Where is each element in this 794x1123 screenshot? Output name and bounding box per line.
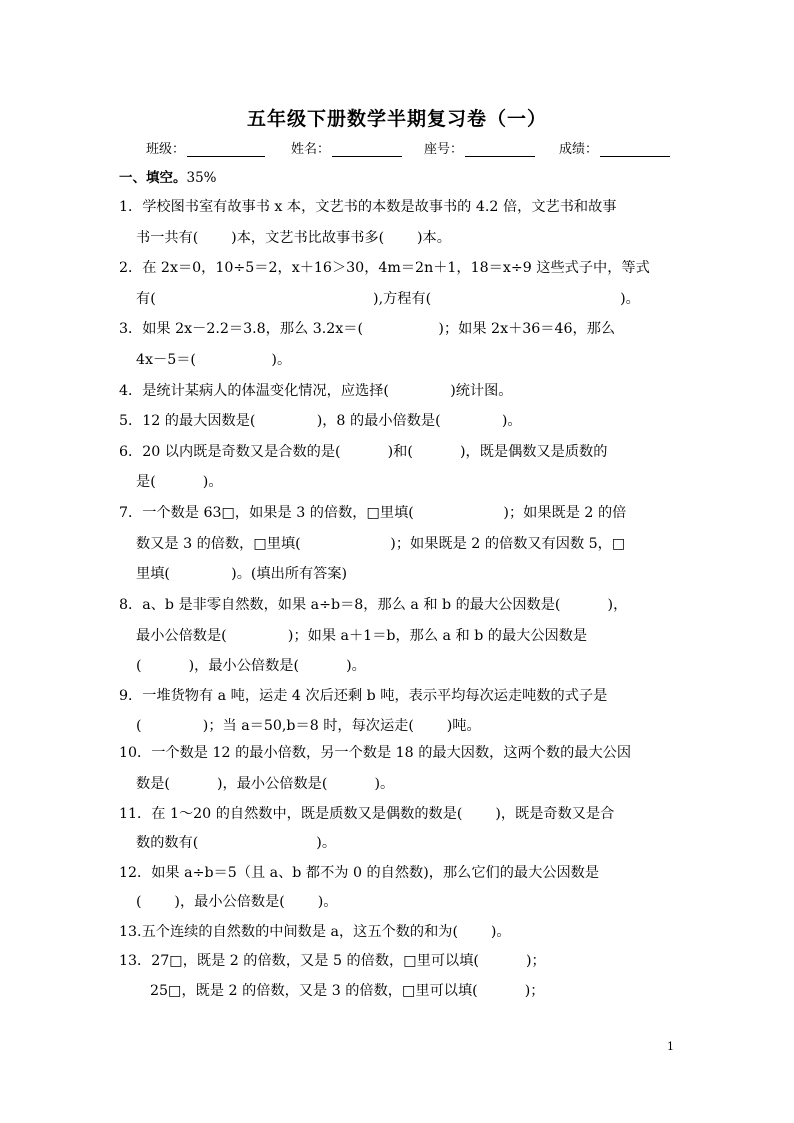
- question-line: 12．如果 a÷b＝5（且 a、b 都不为 0 的自然数)，那么它们的最大公因数是: [119, 865, 600, 881]
- class-label: 班级：: [146, 142, 186, 157]
- question-line: 书一共有( )本，文艺书比故事书多( )本。: [136, 230, 451, 246]
- section-1-points: 35%: [186, 170, 217, 186]
- question-line: 13.五个连续的自然数的中间数是 a，这五个数的和为( )。: [119, 924, 511, 940]
- question-line: 数是( )，最小公倍数是( )。: [136, 776, 395, 792]
- question-line: 4x－5＝( )。: [136, 352, 292, 368]
- question-line: 8．a、b 是非零自然数，如果 a÷b＝8，那么 a 和 b 的最大公因数是( )，: [119, 597, 628, 613]
- question-line: 4．是统计某病人的体温变化情况，应选择( )统计图。: [119, 383, 513, 399]
- seat-label: 座号：: [424, 142, 464, 157]
- question-line: ( )，最小公倍数是( )。: [136, 894, 338, 910]
- question-line: 11．在 1～20 的自然数中，既是质数又是偶数的数是( )，既是奇数又是合: [119, 806, 615, 822]
- question-line: ( )；当 a＝50,b＝8 时，每次运走( )吨。: [136, 718, 481, 734]
- question-line: 数又是 3 的倍数，□里填( )；如果既是 2 的倍数又有因数 5，□: [136, 536, 626, 552]
- question-line: ( )，最小公倍数是( )。: [136, 658, 366, 674]
- name-label: 姓名：: [291, 142, 331, 157]
- question-line: 是( )。: [136, 474, 223, 490]
- question-line: 有( ),方程有( )。: [136, 291, 640, 307]
- question-line: 最小公倍数是( )；如果 a＋1＝b，那么 a 和 b 的最大公因数是: [136, 628, 588, 644]
- question-line: 3．如果 2x－2.2＝3.8，那么 3.2x＝( )；如果 2x＋36＝46，那么: [119, 321, 616, 337]
- question-line: 2．在 2x＝0，10÷5＝2，x＋16＞30，4m＝2n＋1，18＝x÷9 这些式子中，等式: [119, 260, 650, 276]
- page-title: 五年级下册数学半期复习卷（一）: [246, 108, 547, 130]
- page-number: 1: [667, 1040, 674, 1053]
- score-label: 成绩：: [559, 142, 599, 157]
- question-line: 13．27□，既是 2 的倍数，又是 5 的倍数，□里可以填( )；: [119, 953, 546, 969]
- question-line: 数的数有( )。: [136, 835, 337, 851]
- question-line: 6．20 以内既是奇数又是合数的是( )和( )，既是偶数又是质数的: [119, 444, 608, 460]
- question-line: 25□，既是 2 的倍数，又是 3 的倍数，□里可以填( )；: [150, 983, 545, 999]
- question-line: 里填( )。(填出所有答案): [136, 566, 348, 582]
- question-line: 1．学校图书室有故事书 x 本，文艺书的本数是故事书的 4.2 倍，文艺书和故事: [119, 199, 617, 215]
- question-line: 9．一堆货物有 a 吨，运走 4 次后还剩 b 吨，表示平均每次运走吨数的式子是: [119, 688, 608, 704]
- question-line: 10．一个数是 12 的最小倍数，另一个数是 18 的最大因数，这两个数的最大公因: [119, 745, 632, 761]
- question-line: 5．12 的最大因数是( )，8 的最小倍数是( )。: [119, 413, 522, 429]
- question-line: 7．一个数是 63□，如果是 3 的倍数，□里填( )；如果既是 2 的倍: [119, 505, 627, 521]
- section-1-title: 一、填空。: [119, 170, 187, 186]
